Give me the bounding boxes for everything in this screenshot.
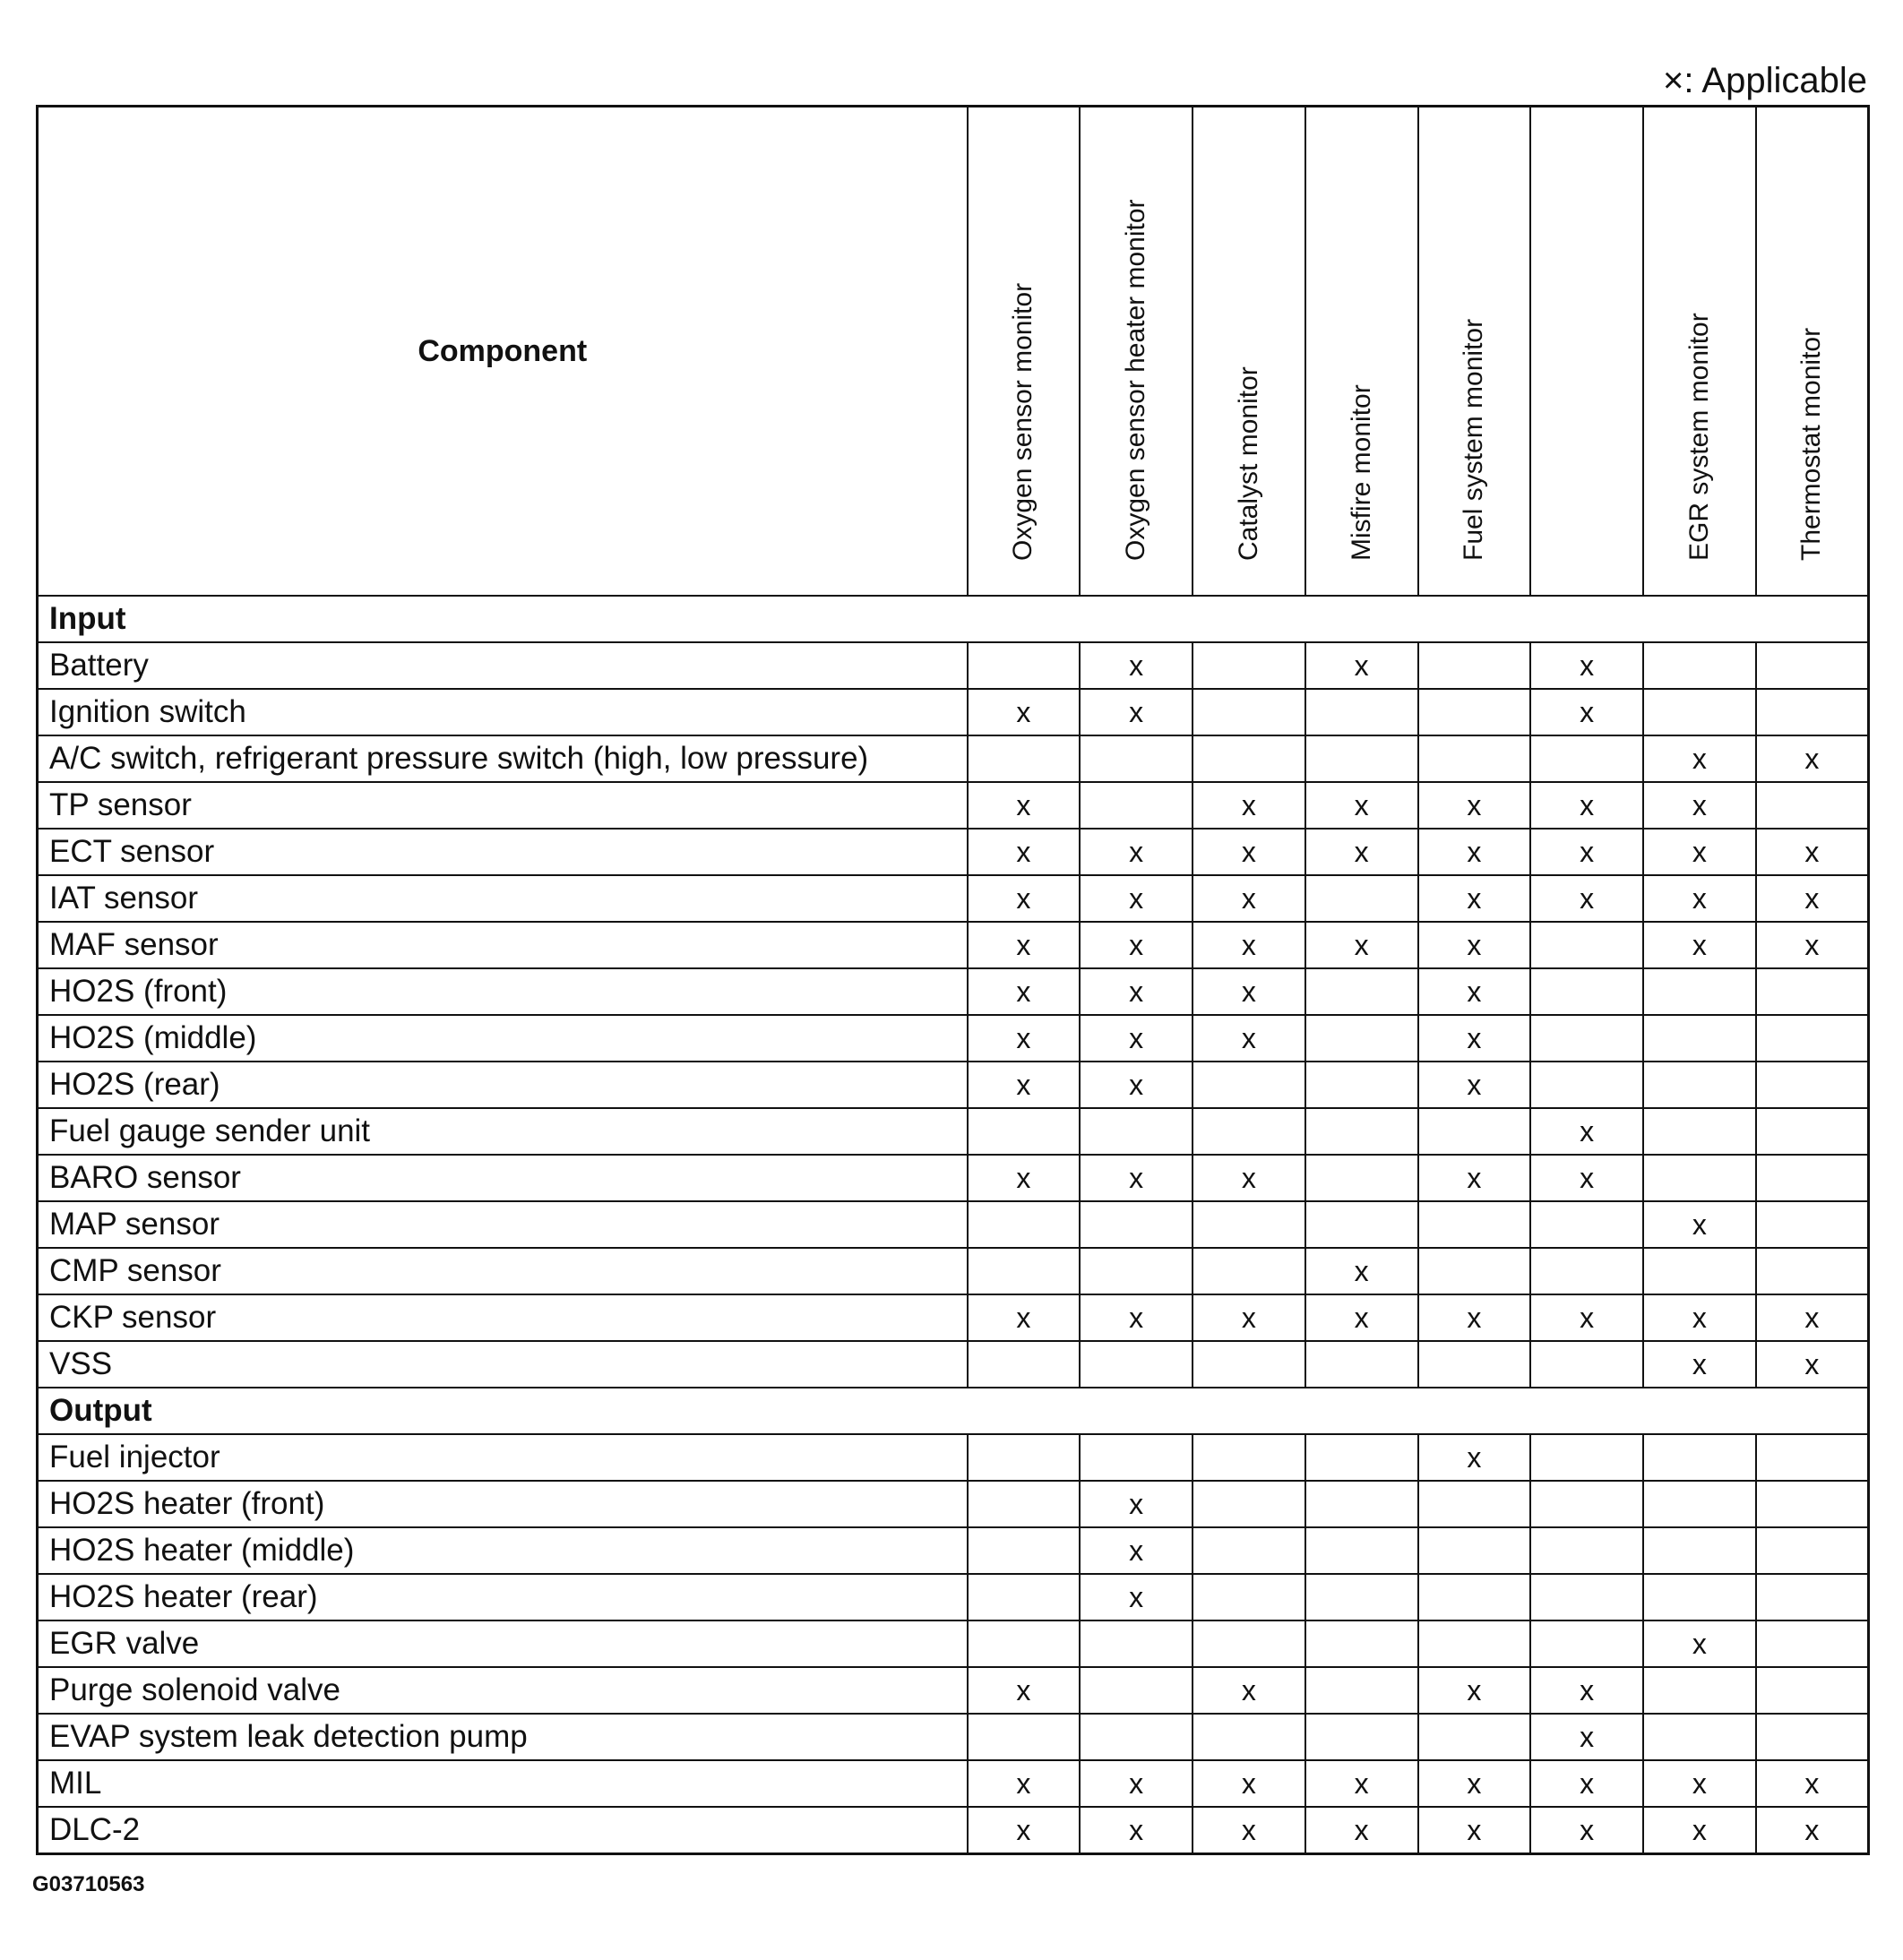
table-row (38, 1341, 1869, 1388)
monitor-column-header (1193, 107, 1305, 597)
applicable-mark-cell (1305, 1434, 1418, 1481)
applicable-mark-cell (1193, 1108, 1305, 1155)
applicable-mark-cell: x (1643, 1807, 1756, 1854)
applicable-mark-cell (1756, 1574, 1869, 1620)
applicable-mark-cell: x (1756, 1807, 1869, 1854)
applicable-mark-cell: x (968, 1155, 1081, 1201)
applicable-mark-cell: x (968, 1667, 1081, 1714)
applicable-mark-cell: x (1530, 1760, 1643, 1807)
applicable-mark-cell (1080, 1714, 1193, 1760)
component-label: Ignition switch (38, 689, 968, 735)
applicable-mark-cell (968, 1108, 1081, 1155)
applicable-mark-cell (1643, 1527, 1756, 1574)
applicable-mark-cell (1305, 1527, 1418, 1574)
monitor-column-label: Thermostat monitor (1796, 327, 1827, 561)
table-row (38, 1201, 1869, 1248)
table-row (38, 1667, 1869, 1714)
applicable-mark-cell (1305, 1201, 1418, 1248)
table-row (38, 642, 1869, 689)
applicable-mark-cell: x (1643, 1760, 1756, 1807)
applicable-mark-cell: x (968, 1015, 1081, 1062)
applicable-mark-cell (1530, 1434, 1643, 1481)
table-header-row (38, 107, 1869, 597)
applicable-mark-cell (968, 735, 1081, 782)
applicable-mark-cell (1418, 1481, 1531, 1527)
component-label: HO2S heater (front) (38, 1481, 968, 1527)
applicable-mark-cell (968, 1341, 1081, 1388)
applicable-mark-cell (1080, 1620, 1193, 1667)
applicable-mark-cell: x (1305, 1294, 1418, 1341)
applicable-mark-cell: x (1080, 1807, 1193, 1854)
applicable-mark-cell (1756, 1155, 1869, 1201)
applicable-mark-cell (1193, 1620, 1305, 1667)
table-row (38, 1108, 1869, 1155)
applicable-mark-cell: x (968, 1807, 1081, 1854)
legend-applicable: ×: Applicable (1663, 61, 1867, 100)
table-row (38, 689, 1869, 735)
applicable-mark-cell (1193, 1341, 1305, 1388)
applicable-mark-cell: x (1193, 782, 1305, 829)
applicable-mark-cell: x (1193, 1294, 1305, 1341)
applicable-mark-cell (1080, 1108, 1193, 1155)
applicable-mark-cell (1756, 1527, 1869, 1574)
applicable-mark-cell: x (1305, 1807, 1418, 1854)
applicable-mark-cell: x (1080, 1481, 1193, 1527)
applicable-mark-cell (968, 1248, 1081, 1294)
applicable-mark-cell (1193, 1434, 1305, 1481)
table-row (38, 1062, 1869, 1108)
monitor-column-header (1080, 107, 1193, 597)
applicable-mark-cell: x (1193, 1807, 1305, 1854)
applicable-mark-cell: x (968, 968, 1081, 1015)
applicable-mark-cell: x (1530, 1667, 1643, 1714)
component-label: Purge solenoid valve (38, 1667, 968, 1714)
applicable-mark-cell (1756, 1062, 1869, 1108)
component-label: HO2S (middle) (38, 1015, 968, 1062)
component-label: EVAP system leak detection pump (38, 1714, 968, 1760)
component-label: Battery (38, 642, 968, 689)
applicable-mark-cell (1080, 1434, 1193, 1481)
applicable-mark-cell (1305, 968, 1418, 1015)
table-row (38, 1527, 1869, 1574)
applicable-mark-cell: x (1530, 1294, 1643, 1341)
monitor-column-header (1305, 107, 1418, 597)
component-label: CKP sensor (38, 1294, 968, 1341)
monitor-column-header (968, 107, 1081, 597)
applicable-mark-cell (1530, 1620, 1643, 1667)
applicable-mark-cell (1080, 1248, 1193, 1294)
applicable-mark-cell: x (1643, 735, 1756, 782)
applicable-mark-cell (1756, 968, 1869, 1015)
applicable-mark-cell: x (1756, 1294, 1869, 1341)
applicable-mark-cell (1530, 922, 1643, 968)
table-row (38, 1760, 1869, 1807)
applicable-mark-cell: x (968, 1760, 1081, 1807)
applicable-mark-cell (1756, 689, 1869, 735)
monitor-column-label: Fuel system monitor (1459, 318, 1489, 561)
applicable-mark-cell: x (1418, 1294, 1531, 1341)
monitor-column-header (1530, 107, 1643, 597)
applicable-mark-cell (1418, 1108, 1531, 1155)
applicable-mark-cell (1080, 735, 1193, 782)
table-row (38, 1807, 1869, 1854)
applicable-mark-cell: x (1193, 922, 1305, 968)
component-label: HO2S (front) (38, 968, 968, 1015)
applicable-mark-cell: x (1080, 1574, 1193, 1620)
applicable-mark-cell (1305, 689, 1418, 735)
figure-id: G03710563 (32, 1872, 145, 1896)
applicable-mark-cell: x (1305, 922, 1418, 968)
table-row (38, 1155, 1869, 1201)
applicable-mark-cell (968, 1620, 1081, 1667)
applicable-mark-cell (1530, 968, 1643, 1015)
applicable-mark-cell (1418, 1527, 1531, 1574)
applicable-mark-cell (1530, 1574, 1643, 1620)
applicable-mark-cell: x (1080, 922, 1193, 968)
applicable-mark-cell: x (1530, 829, 1643, 875)
applicable-mark-cell (1305, 1341, 1418, 1388)
monitor-column-label: Catalyst monitor (1233, 366, 1263, 561)
applicable-mark-cell (1756, 1620, 1869, 1667)
applicable-mark-cell: x (1530, 1714, 1643, 1760)
applicable-mark-cell (1080, 1201, 1193, 1248)
applicable-mark-cell: x (1530, 782, 1643, 829)
applicable-mark-cell (1305, 1481, 1418, 1527)
applicable-mark-cell: x (1080, 1062, 1193, 1108)
applicable-mark-cell (968, 642, 1081, 689)
monitor-column-label: Oxygen sensor monitor (1008, 282, 1038, 561)
applicable-mark-cell: x (1756, 735, 1869, 782)
applicable-mark-cell: x (1418, 1667, 1531, 1714)
applicable-mark-cell: x (1080, 642, 1193, 689)
applicable-mark-cell (1643, 1062, 1756, 1108)
table-row (38, 1015, 1869, 1062)
applicable-mark-cell (1305, 1714, 1418, 1760)
section-title: Output (38, 1388, 1869, 1434)
applicable-mark-cell: x (1080, 1294, 1193, 1341)
table-row (38, 968, 1869, 1015)
applicable-mark-cell: x (1530, 875, 1643, 922)
applicable-mark-cell (1418, 1714, 1531, 1760)
applicable-mark-cell (1643, 1108, 1756, 1155)
applicable-mark-cell (1193, 1527, 1305, 1574)
table-row (38, 782, 1869, 829)
component-label: BARO sensor (38, 1155, 968, 1201)
applicable-mark-cell: x (968, 922, 1081, 968)
applicable-mark-cell (1643, 968, 1756, 1015)
applicable-mark-cell: x (968, 1294, 1081, 1341)
applicable-mark-cell: x (1080, 1155, 1193, 1201)
applicable-mark-cell: x (1530, 642, 1643, 689)
applicable-mark-cell (1530, 1248, 1643, 1294)
applicable-mark-cell (1193, 1248, 1305, 1294)
applicable-mark-cell (1756, 1108, 1869, 1155)
applicable-mark-cell: x (1418, 1760, 1531, 1807)
applicable-mark-cell: x (1305, 1248, 1418, 1294)
applicable-mark-cell: x (1643, 1620, 1756, 1667)
applicable-mark-cell (1756, 642, 1869, 689)
applicable-mark-cell (1305, 875, 1418, 922)
applicable-mark-cell (1305, 1062, 1418, 1108)
applicable-mark-cell (1756, 1714, 1869, 1760)
applicable-mark-cell: x (1756, 829, 1869, 875)
applicable-mark-cell: x (1080, 1015, 1193, 1062)
applicable-mark-cell: x (1418, 1155, 1531, 1201)
applicable-mark-cell (1305, 735, 1418, 782)
applicable-mark-cell (1643, 1481, 1756, 1527)
applicable-mark-cell: x (1418, 968, 1531, 1015)
component-column-header: Component (38, 107, 968, 597)
applicable-mark-cell (1193, 1714, 1305, 1760)
table-row (38, 1481, 1869, 1527)
applicable-mark-cell (1643, 1714, 1756, 1760)
applicable-mark-cell (1643, 1248, 1756, 1294)
applicable-mark-cell: x (1418, 1015, 1531, 1062)
monitor-column-label: Misfire monitor (1346, 384, 1376, 561)
component-label: ECT sensor (38, 829, 968, 875)
applicable-mark-cell (1643, 1574, 1756, 1620)
applicable-mark-cell: x (1193, 1015, 1305, 1062)
component-label: HO2S heater (middle) (38, 1527, 968, 1574)
applicable-mark-cell: x (1305, 829, 1418, 875)
applicable-mark-cell: x (1643, 922, 1756, 968)
applicable-mark-cell: x (1530, 1807, 1643, 1854)
table-row (38, 735, 1869, 782)
component-label: A/C switch, refrigerant pressure switch (high, low pressure) (38, 735, 968, 782)
applicable-mark-cell (1080, 782, 1193, 829)
component-label: Fuel injector (38, 1434, 968, 1481)
applicable-mark-cell (1530, 1341, 1643, 1388)
applicable-mark-cell (968, 1434, 1081, 1481)
component-label: HO2S heater (rear) (38, 1574, 968, 1620)
applicable-mark-cell: x (1305, 642, 1418, 689)
applicable-mark-cell: x (1756, 875, 1869, 922)
applicable-mark-cell (968, 1201, 1081, 1248)
component-label: MAP sensor (38, 1201, 968, 1248)
applicable-mark-cell (1756, 1248, 1869, 1294)
section-header-row (38, 596, 1869, 642)
applicable-mark-cell: x (1418, 782, 1531, 829)
applicable-mark-cell: x (1080, 968, 1193, 1015)
applicable-mark-cell: x (1418, 1807, 1531, 1854)
applicable-mark-cell: x (968, 829, 1081, 875)
applicable-mark-cell (1305, 1015, 1418, 1062)
applicable-mark-cell (968, 1574, 1081, 1620)
applicable-mark-cell: x (968, 1062, 1081, 1108)
component-label: CMP sensor (38, 1248, 968, 1294)
applicable-mark-cell (1418, 1341, 1531, 1388)
applicable-mark-cell: x (968, 689, 1081, 735)
applicable-mark-cell (1530, 1527, 1643, 1574)
applicable-mark-cell: x (1530, 689, 1643, 735)
applicable-mark-cell (1193, 642, 1305, 689)
applicable-mark-cell: x (1643, 1294, 1756, 1341)
applicable-mark-cell (1418, 1620, 1531, 1667)
component-label: MAF sensor (38, 922, 968, 968)
applicable-mark-cell (1756, 782, 1869, 829)
component-label: DLC-2 (38, 1807, 968, 1854)
applicable-mark-cell (1305, 1620, 1418, 1667)
applicable-mark-cell (1080, 1341, 1193, 1388)
applicable-mark-cell (1418, 689, 1531, 735)
applicable-mark-cell: x (1305, 782, 1418, 829)
applicable-mark-cell: x (1756, 1341, 1869, 1388)
applicable-mark-cell (1643, 642, 1756, 689)
applicable-mark-cell (1756, 1481, 1869, 1527)
applicable-mark-cell (1193, 1062, 1305, 1108)
applicable-mark-cell (1643, 1015, 1756, 1062)
applicable-mark-cell (1193, 1481, 1305, 1527)
table-row (38, 1620, 1869, 1667)
component-label: VSS (38, 1341, 968, 1388)
applicable-mark-cell (1080, 1667, 1193, 1714)
component-label: Fuel gauge sender unit (38, 1108, 968, 1155)
applicable-mark-cell (1418, 642, 1531, 689)
applicable-mark-cell (1530, 1015, 1643, 1062)
table-row (38, 1434, 1869, 1481)
applicable-mark-cell: x (1643, 1341, 1756, 1388)
applicable-mark-cell (1643, 1155, 1756, 1201)
monitor-column-header (1418, 107, 1531, 597)
table-row (38, 1294, 1869, 1341)
component-label: MIL (38, 1760, 968, 1807)
applicable-mark-cell (1643, 1667, 1756, 1714)
component-label: IAT sensor (38, 875, 968, 922)
applicable-mark-cell: x (1530, 1155, 1643, 1201)
applicable-mark-cell: x (1080, 689, 1193, 735)
applicable-mark-cell: x (1193, 968, 1305, 1015)
table-row (38, 829, 1869, 875)
applicable-mark-cell: x (1756, 922, 1869, 968)
applicable-mark-cell: x (968, 875, 1081, 922)
applicable-mark-cell (1530, 1201, 1643, 1248)
applicable-mark-cell: x (1080, 1760, 1193, 1807)
applicable-mark-cell (968, 1527, 1081, 1574)
section-header-row (38, 1388, 1869, 1434)
applicable-mark-cell: x (1080, 829, 1193, 875)
applicable-mark-cell (1418, 1201, 1531, 1248)
table-row (38, 1574, 1869, 1620)
applicable-mark-cell: x (1756, 1760, 1869, 1807)
monitor-column-label: Oxygen sensor heater monitor (1121, 199, 1151, 561)
table-row (38, 922, 1869, 968)
applicable-mark-cell: x (1643, 875, 1756, 922)
applicable-mark-cell: x (1193, 829, 1305, 875)
applicable-mark-cell (968, 1714, 1081, 1760)
applicable-mark-cell: x (1418, 1434, 1531, 1481)
applicable-mark-cell (1530, 735, 1643, 782)
applicable-mark-cell: x (1418, 1062, 1531, 1108)
applicable-mark-cell (1418, 1248, 1531, 1294)
table-body (38, 596, 1869, 1854)
applicable-mark-cell (1530, 1062, 1643, 1108)
applicable-mark-cell: x (1193, 875, 1305, 922)
applicable-mark-cell (1643, 689, 1756, 735)
applicable-mark-cell: x (1193, 1667, 1305, 1714)
applicable-mark-cell (1418, 735, 1531, 782)
applicable-mark-cell (1530, 1481, 1643, 1527)
applicable-mark-cell (1756, 1201, 1869, 1248)
applicable-mark-cell (1418, 1574, 1531, 1620)
applicable-mark-cell: x (1530, 1108, 1643, 1155)
applicable-mark-cell: x (1418, 829, 1531, 875)
applicable-mark-cell (1193, 1201, 1305, 1248)
monitor-component-table (36, 105, 1870, 1855)
applicable-mark-cell (1756, 1667, 1869, 1714)
component-label: HO2S (rear) (38, 1062, 968, 1108)
applicable-mark-cell (1643, 1434, 1756, 1481)
table-row (38, 875, 1869, 922)
applicable-mark-cell (1305, 1574, 1418, 1620)
applicable-mark-cell: x (1418, 875, 1531, 922)
applicable-mark-cell (1193, 1574, 1305, 1620)
applicable-mark-cell: x (1643, 829, 1756, 875)
applicable-mark-cell (1305, 1667, 1418, 1714)
applicable-mark-cell: x (968, 782, 1081, 829)
table-row (38, 1248, 1869, 1294)
component-label: EGR valve (38, 1620, 968, 1667)
table-row (38, 1714, 1869, 1760)
component-label: TP sensor (38, 782, 968, 829)
applicable-mark-cell (968, 1481, 1081, 1527)
monitor-column-header (1756, 107, 1869, 597)
applicable-mark-cell: x (1193, 1760, 1305, 1807)
applicable-mark-cell (1756, 1015, 1869, 1062)
applicable-mark-cell: x (1080, 1527, 1193, 1574)
applicable-mark-cell: x (1305, 1760, 1418, 1807)
monitor-column-label: EGR system monitor (1683, 313, 1714, 561)
applicable-mark-cell: x (1080, 875, 1193, 922)
monitor-column-header (1643, 107, 1756, 597)
applicable-mark-cell (1305, 1108, 1418, 1155)
applicable-mark-cell: x (1193, 1155, 1305, 1201)
applicable-mark-cell: x (1643, 782, 1756, 829)
applicable-mark-cell (1756, 1434, 1869, 1481)
section-title: Input (38, 596, 1869, 642)
applicable-mark-cell (1193, 689, 1305, 735)
applicable-mark-cell (1305, 1155, 1418, 1201)
applicable-mark-cell: x (1643, 1201, 1756, 1248)
applicable-mark-cell: x (1418, 922, 1531, 968)
applicable-mark-cell (1193, 735, 1305, 782)
